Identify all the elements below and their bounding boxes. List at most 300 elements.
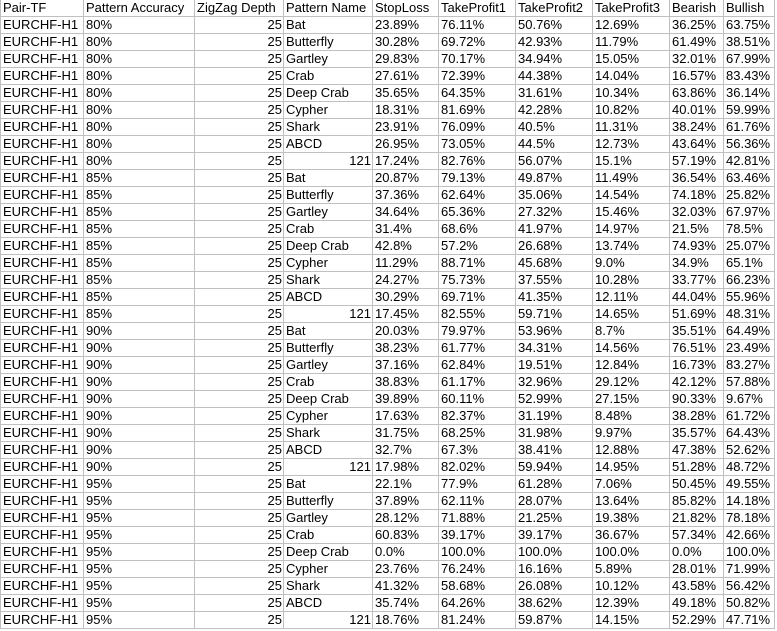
cell-takeprofit2[interactable]: 35.06% (516, 187, 593, 204)
cell-bearish[interactable]: 49.18% (670, 595, 724, 612)
cell-pattern-accuracy[interactable]: 90% (84, 340, 195, 357)
cell-pair-tf[interactable]: EURCHF-H1 (1, 221, 84, 238)
cell-bullish[interactable]: 78.5% (724, 221, 775, 238)
cell-bullish[interactable]: 64.49% (724, 323, 775, 340)
cell-pattern-name[interactable]: Deep Crab (284, 544, 373, 561)
cell-pattern-name[interactable]: Shark (284, 272, 373, 289)
cell-takeprofit1[interactable]: 62.11% (439, 493, 516, 510)
cell-takeprofit3[interactable]: 9.97% (593, 425, 670, 442)
cell-pattern-name[interactable]: Deep Crab (284, 85, 373, 102)
cell-pattern-accuracy[interactable]: 85% (84, 272, 195, 289)
cell-stoploss[interactable]: 32.7% (373, 442, 439, 459)
cell-bearish[interactable]: 61.49% (670, 34, 724, 51)
cell-takeprofit2[interactable]: 44.5% (516, 136, 593, 153)
cell-pattern-accuracy[interactable]: 85% (84, 170, 195, 187)
cell-stoploss[interactable]: 60.83% (373, 527, 439, 544)
cell-stoploss[interactable]: 17.45% (373, 306, 439, 323)
cell-takeprofit1[interactable]: 81.24% (439, 612, 516, 629)
cell-zigzag-depth[interactable]: 25 (195, 323, 284, 340)
cell-pair-tf[interactable]: EURCHF-H1 (1, 51, 84, 68)
cell-takeprofit2[interactable]: 34.94% (516, 51, 593, 68)
cell-takeprofit1[interactable]: 70.17% (439, 51, 516, 68)
cell-zigzag-depth[interactable]: 25 (195, 204, 284, 221)
cell-takeprofit3[interactable]: 14.15% (593, 612, 670, 629)
cell-takeprofit3[interactable]: 5.89% (593, 561, 670, 578)
cell-pattern-name[interactable]: Bat (284, 170, 373, 187)
cell-takeprofit2[interactable]: 50.76% (516, 17, 593, 34)
cell-takeprofit3[interactable]: 8.7% (593, 323, 670, 340)
cell-pattern-accuracy[interactable]: 85% (84, 289, 195, 306)
cell-pattern-accuracy[interactable]: 90% (84, 374, 195, 391)
cell-pattern-accuracy[interactable]: 95% (84, 578, 195, 595)
cell-zigzag-depth[interactable]: 25 (195, 255, 284, 272)
header-pattern-accuracy[interactable]: Pattern Accuracy (84, 0, 195, 17)
cell-pair-tf[interactable]: EURCHF-H1 (1, 561, 84, 578)
cell-takeprofit1[interactable]: 75.73% (439, 272, 516, 289)
cell-zigzag-depth[interactable]: 25 (195, 187, 284, 204)
cell-pattern-name[interactable]: ABCD (284, 289, 373, 306)
cell-takeprofit1[interactable]: 61.77% (439, 340, 516, 357)
cell-zigzag-depth[interactable]: 25 (195, 306, 284, 323)
cell-bullish[interactable]: 66.23% (724, 272, 775, 289)
cell-takeprofit1[interactable]: 67.3% (439, 442, 516, 459)
cell-zigzag-depth[interactable]: 25 (195, 476, 284, 493)
cell-pattern-name[interactable]: Butterfly (284, 34, 373, 51)
cell-takeprofit3[interactable]: 12.11% (593, 289, 670, 306)
cell-bullish[interactable]: 42.81% (724, 153, 775, 170)
header-zigzag-depth[interactable]: ZigZag Depth (195, 0, 284, 17)
cell-takeprofit1[interactable]: 72.39% (439, 68, 516, 85)
cell-takeprofit2[interactable]: 31.61% (516, 85, 593, 102)
cell-pattern-accuracy[interactable]: 85% (84, 238, 195, 255)
cell-zigzag-depth[interactable]: 25 (195, 102, 284, 119)
cell-takeprofit1[interactable]: 65.36% (439, 204, 516, 221)
cell-bearish[interactable]: 85.82% (670, 493, 724, 510)
cell-pattern-name[interactable]: Gartley (284, 357, 373, 374)
cell-takeprofit3[interactable]: 19.38% (593, 510, 670, 527)
cell-pattern-name[interactable]: Butterfly (284, 493, 373, 510)
cell-pattern-name[interactable]: ABCD (284, 136, 373, 153)
cell-bullish[interactable]: 59.99% (724, 102, 775, 119)
cell-stoploss[interactable]: 31.4% (373, 221, 439, 238)
cell-takeprofit2[interactable]: 56.07% (516, 153, 593, 170)
cell-pair-tf[interactable]: EURCHF-H1 (1, 578, 84, 595)
cell-bearish[interactable]: 32.03% (670, 204, 724, 221)
cell-pair-tf[interactable]: EURCHF-H1 (1, 34, 84, 51)
cell-takeprofit3[interactable]: 12.39% (593, 595, 670, 612)
cell-pattern-accuracy[interactable]: 90% (84, 442, 195, 459)
cell-takeprofit2[interactable]: 59.87% (516, 612, 593, 629)
cell-takeprofit1[interactable]: 100.0% (439, 544, 516, 561)
cell-pattern-name[interactable]: Cypher (284, 561, 373, 578)
cell-pattern-accuracy[interactable]: 80% (84, 102, 195, 119)
cell-bearish[interactable]: 35.51% (670, 323, 724, 340)
cell-takeprofit2[interactable]: 41.97% (516, 221, 593, 238)
cell-zigzag-depth[interactable]: 25 (195, 68, 284, 85)
cell-zigzag-depth[interactable]: 25 (195, 272, 284, 289)
cell-stoploss[interactable]: 23.89% (373, 17, 439, 34)
cell-takeprofit1[interactable]: 61.17% (439, 374, 516, 391)
cell-pair-tf[interactable]: EURCHF-H1 (1, 323, 84, 340)
cell-takeprofit1[interactable]: 82.76% (439, 153, 516, 170)
cell-pattern-accuracy[interactable]: 95% (84, 561, 195, 578)
cell-takeprofit1[interactable]: 73.05% (439, 136, 516, 153)
cell-bullish[interactable]: 83.27% (724, 357, 775, 374)
cell-takeprofit3[interactable]: 36.67% (593, 527, 670, 544)
cell-zigzag-depth[interactable]: 25 (195, 544, 284, 561)
cell-pattern-name[interactable]: Butterfly (284, 187, 373, 204)
cell-takeprofit2[interactable]: 26.08% (516, 578, 593, 595)
cell-pattern-accuracy[interactable]: 85% (84, 187, 195, 204)
cell-takeprofit2[interactable]: 52.99% (516, 391, 593, 408)
cell-pattern-name[interactable]: Crab (284, 68, 373, 85)
cell-zigzag-depth[interactable]: 25 (195, 17, 284, 34)
cell-stoploss[interactable]: 31.75% (373, 425, 439, 442)
cell-bearish[interactable]: 28.01% (670, 561, 724, 578)
cell-takeprofit2[interactable]: 38.41% (516, 442, 593, 459)
cell-bullish[interactable]: 56.36% (724, 136, 775, 153)
cell-pattern-name[interactable]: 121 (284, 153, 373, 170)
cell-pair-tf[interactable]: EURCHF-H1 (1, 272, 84, 289)
cell-zigzag-depth[interactable]: 25 (195, 51, 284, 68)
cell-zigzag-depth[interactable]: 25 (195, 119, 284, 136)
cell-takeprofit3[interactable]: 10.34% (593, 85, 670, 102)
cell-takeprofit2[interactable]: 42.28% (516, 102, 593, 119)
header-bullish[interactable]: Bullish (724, 0, 775, 17)
cell-takeprofit2[interactable]: 59.94% (516, 459, 593, 476)
cell-takeprofit2[interactable]: 59.71% (516, 306, 593, 323)
cell-takeprofit2[interactable]: 100.0% (516, 544, 593, 561)
cell-bullish[interactable]: 47.71% (724, 612, 775, 629)
cell-takeprofit2[interactable]: 39.17% (516, 527, 593, 544)
cell-takeprofit3[interactable]: 14.56% (593, 340, 670, 357)
cell-bullish[interactable]: 23.49% (724, 340, 775, 357)
cell-takeprofit1[interactable]: 58.68% (439, 578, 516, 595)
cell-takeprofit3[interactable]: 7.06% (593, 476, 670, 493)
cell-pair-tf[interactable]: EURCHF-H1 (1, 204, 84, 221)
cell-bullish[interactable]: 78.18% (724, 510, 775, 527)
cell-pattern-name[interactable]: Cypher (284, 408, 373, 425)
cell-pattern-accuracy[interactable]: 80% (84, 17, 195, 34)
cell-takeprofit2[interactable]: 26.68% (516, 238, 593, 255)
cell-bearish[interactable]: 38.24% (670, 119, 724, 136)
cell-pattern-accuracy[interactable]: 90% (84, 425, 195, 442)
cell-bearish[interactable]: 74.93% (670, 238, 724, 255)
cell-bullish[interactable]: 14.18% (724, 493, 775, 510)
cell-pattern-name[interactable]: Shark (284, 425, 373, 442)
cell-pair-tf[interactable]: EURCHF-H1 (1, 136, 84, 153)
cell-bearish[interactable]: 51.28% (670, 459, 724, 476)
cell-takeprofit3[interactable]: 13.74% (593, 238, 670, 255)
cell-zigzag-depth[interactable]: 25 (195, 510, 284, 527)
cell-zigzag-depth[interactable]: 25 (195, 561, 284, 578)
cell-stoploss[interactable]: 35.74% (373, 595, 439, 612)
cell-pair-tf[interactable]: EURCHF-H1 (1, 153, 84, 170)
cell-stoploss[interactable]: 0.0% (373, 544, 439, 561)
cell-bearish[interactable]: 51.69% (670, 306, 724, 323)
cell-pair-tf[interactable]: EURCHF-H1 (1, 340, 84, 357)
cell-pair-tf[interactable]: EURCHF-H1 (1, 459, 84, 476)
cell-bullish[interactable]: 56.42% (724, 578, 775, 595)
cell-stoploss[interactable]: 18.31% (373, 102, 439, 119)
cell-bearish[interactable]: 36.54% (670, 170, 724, 187)
cell-bearish[interactable]: 57.34% (670, 527, 724, 544)
cell-bearish[interactable]: 36.25% (670, 17, 724, 34)
cell-takeprofit1[interactable]: 62.84% (439, 357, 516, 374)
cell-pattern-name[interactable]: 121 (284, 306, 373, 323)
cell-bullish[interactable]: 67.97% (724, 204, 775, 221)
cell-takeprofit2[interactable]: 61.28% (516, 476, 593, 493)
cell-bullish[interactable]: 64.43% (724, 425, 775, 442)
cell-takeprofit3[interactable]: 8.48% (593, 408, 670, 425)
cell-pair-tf[interactable]: EURCHF-H1 (1, 170, 84, 187)
cell-takeprofit3[interactable]: 15.46% (593, 204, 670, 221)
cell-pattern-name[interactable]: Gartley (284, 204, 373, 221)
cell-pattern-accuracy[interactable]: 95% (84, 476, 195, 493)
cell-pair-tf[interactable]: EURCHF-H1 (1, 442, 84, 459)
cell-pair-tf[interactable]: EURCHF-H1 (1, 85, 84, 102)
cell-zigzag-depth[interactable]: 25 (195, 357, 284, 374)
cell-stoploss[interactable]: 37.16% (373, 357, 439, 374)
cell-stoploss[interactable]: 41.32% (373, 578, 439, 595)
cell-stoploss[interactable]: 11.29% (373, 255, 439, 272)
cell-takeprofit1[interactable]: 82.55% (439, 306, 516, 323)
cell-pattern-name[interactable]: Gartley (284, 510, 373, 527)
cell-pattern-name[interactable]: ABCD (284, 595, 373, 612)
cell-pattern-name[interactable]: ABCD (284, 442, 373, 459)
cell-bearish[interactable]: 33.77% (670, 272, 724, 289)
cell-pair-tf[interactable]: EURCHF-H1 (1, 187, 84, 204)
cell-pattern-name[interactable]: Shark (284, 119, 373, 136)
cell-pattern-accuracy[interactable]: 95% (84, 527, 195, 544)
cell-bearish[interactable]: 63.86% (670, 85, 724, 102)
cell-takeprofit3[interactable]: 27.15% (593, 391, 670, 408)
cell-pair-tf[interactable]: EURCHF-H1 (1, 102, 84, 119)
cell-takeprofit3[interactable]: 14.04% (593, 68, 670, 85)
cell-stoploss[interactable]: 38.23% (373, 340, 439, 357)
cell-zigzag-depth[interactable]: 25 (195, 34, 284, 51)
cell-takeprofit1[interactable]: 79.13% (439, 170, 516, 187)
cell-takeprofit2[interactable]: 19.51% (516, 357, 593, 374)
cell-stoploss[interactable]: 17.63% (373, 408, 439, 425)
cell-takeprofit2[interactable]: 38.62% (516, 595, 593, 612)
cell-stoploss[interactable]: 39.89% (373, 391, 439, 408)
cell-bearish[interactable]: 57.19% (670, 153, 724, 170)
cell-stoploss[interactable]: 37.36% (373, 187, 439, 204)
cell-pattern-accuracy[interactable]: 80% (84, 34, 195, 51)
cell-bullish[interactable]: 83.43% (724, 68, 775, 85)
cell-pair-tf[interactable]: EURCHF-H1 (1, 493, 84, 510)
cell-bullish[interactable]: 25.07% (724, 238, 775, 255)
cell-zigzag-depth[interactable]: 25 (195, 153, 284, 170)
cell-takeprofit3[interactable]: 14.54% (593, 187, 670, 204)
cell-stoploss[interactable]: 20.87% (373, 170, 439, 187)
cell-stoploss[interactable]: 29.83% (373, 51, 439, 68)
header-stoploss[interactable]: StopLoss (373, 0, 439, 17)
cell-pattern-name[interactable]: Cypher (284, 102, 373, 119)
cell-takeprofit3[interactable]: 10.12% (593, 578, 670, 595)
cell-takeprofit1[interactable]: 69.72% (439, 34, 516, 51)
cell-takeprofit2[interactable]: 37.55% (516, 272, 593, 289)
cell-bullish[interactable]: 48.72% (724, 459, 775, 476)
cell-bullish[interactable]: 63.75% (724, 17, 775, 34)
cell-pattern-accuracy[interactable]: 95% (84, 595, 195, 612)
cell-zigzag-depth[interactable]: 25 (195, 289, 284, 306)
cell-stoploss[interactable]: 20.03% (373, 323, 439, 340)
cell-zigzag-depth[interactable]: 25 (195, 391, 284, 408)
cell-takeprofit3[interactable]: 15.05% (593, 51, 670, 68)
cell-takeprofit1[interactable]: 64.35% (439, 85, 516, 102)
cell-zigzag-depth[interactable]: 25 (195, 459, 284, 476)
cell-pattern-name[interactable]: Crab (284, 374, 373, 391)
cell-stoploss[interactable]: 34.64% (373, 204, 439, 221)
cell-zigzag-depth[interactable]: 25 (195, 238, 284, 255)
cell-takeprofit1[interactable]: 76.11% (439, 17, 516, 34)
cell-bullish[interactable]: 9.67% (724, 391, 775, 408)
cell-bearish[interactable]: 43.58% (670, 578, 724, 595)
cell-pair-tf[interactable]: EURCHF-H1 (1, 527, 84, 544)
cell-pattern-accuracy[interactable]: 80% (84, 85, 195, 102)
cell-pair-tf[interactable]: EURCHF-H1 (1, 255, 84, 272)
cell-takeprofit1[interactable]: 76.09% (439, 119, 516, 136)
cell-takeprofit2[interactable]: 40.5% (516, 119, 593, 136)
cell-takeprofit3[interactable]: 29.12% (593, 374, 670, 391)
cell-stoploss[interactable]: 18.76% (373, 612, 439, 629)
cell-pair-tf[interactable]: EURCHF-H1 (1, 374, 84, 391)
cell-takeprofit1[interactable]: 68.6% (439, 221, 516, 238)
cell-zigzag-depth[interactable]: 25 (195, 408, 284, 425)
cell-bullish[interactable]: 61.72% (724, 408, 775, 425)
cell-takeprofit1[interactable]: 79.97% (439, 323, 516, 340)
cell-takeprofit2[interactable]: 28.07% (516, 493, 593, 510)
cell-stoploss[interactable]: 26.95% (373, 136, 439, 153)
cell-takeprofit2[interactable]: 21.25% (516, 510, 593, 527)
cell-takeprofit2[interactable]: 34.31% (516, 340, 593, 357)
cell-bullish[interactable]: 52.62% (724, 442, 775, 459)
cell-bearish[interactable]: 74.18% (670, 187, 724, 204)
cell-takeprofit2[interactable]: 31.19% (516, 408, 593, 425)
cell-stoploss[interactable]: 35.65% (373, 85, 439, 102)
cell-bullish[interactable]: 65.1% (724, 255, 775, 272)
cell-bullish[interactable]: 63.46% (724, 170, 775, 187)
cell-pattern-name[interactable]: Shark (284, 578, 373, 595)
cell-takeprofit3[interactable]: 11.79% (593, 34, 670, 51)
cell-pattern-name[interactable]: Deep Crab (284, 238, 373, 255)
cell-pattern-accuracy[interactable]: 95% (84, 544, 195, 561)
cell-zigzag-depth[interactable]: 25 (195, 527, 284, 544)
cell-pattern-accuracy[interactable]: 80% (84, 136, 195, 153)
cell-stoploss[interactable]: 23.91% (373, 119, 439, 136)
cell-bullish[interactable]: 50.82% (724, 595, 775, 612)
cell-takeprofit3[interactable]: 13.64% (593, 493, 670, 510)
cell-bearish[interactable]: 38.28% (670, 408, 724, 425)
cell-pattern-name[interactable]: Butterfly (284, 340, 373, 357)
cell-takeprofit3[interactable]: 100.0% (593, 544, 670, 561)
cell-takeprofit2[interactable]: 32.96% (516, 374, 593, 391)
cell-takeprofit1[interactable]: 68.25% (439, 425, 516, 442)
cell-takeprofit3[interactable]: 15.1% (593, 153, 670, 170)
cell-pair-tf[interactable]: EURCHF-H1 (1, 68, 84, 85)
cell-stoploss[interactable]: 37.89% (373, 493, 439, 510)
cell-pair-tf[interactable]: EURCHF-H1 (1, 544, 84, 561)
cell-bearish[interactable]: 47.38% (670, 442, 724, 459)
cell-bearish[interactable]: 16.57% (670, 68, 724, 85)
cell-bearish[interactable]: 32.01% (670, 51, 724, 68)
cell-takeprofit1[interactable]: 60.11% (439, 391, 516, 408)
cell-pair-tf[interactable]: EURCHF-H1 (1, 612, 84, 629)
cell-bearish[interactable]: 16.73% (670, 357, 724, 374)
cell-takeprofit3[interactable]: 14.95% (593, 459, 670, 476)
cell-pair-tf[interactable]: EURCHF-H1 (1, 357, 84, 374)
cell-zigzag-depth[interactable]: 25 (195, 425, 284, 442)
cell-zigzag-depth[interactable]: 25 (195, 221, 284, 238)
cell-stoploss[interactable]: 38.83% (373, 374, 439, 391)
cell-pair-tf[interactable]: EURCHF-H1 (1, 425, 84, 442)
cell-stoploss[interactable]: 23.76% (373, 561, 439, 578)
cell-bullish[interactable]: 42.66% (724, 527, 775, 544)
cell-zigzag-depth[interactable]: 25 (195, 136, 284, 153)
cell-takeprofit2[interactable]: 44.38% (516, 68, 593, 85)
cell-pair-tf[interactable]: EURCHF-H1 (1, 510, 84, 527)
cell-zigzag-depth[interactable]: 25 (195, 340, 284, 357)
cell-stoploss[interactable]: 27.61% (373, 68, 439, 85)
cell-stoploss[interactable]: 42.8% (373, 238, 439, 255)
cell-pattern-accuracy[interactable]: 80% (84, 119, 195, 136)
cell-bullish[interactable]: 38.51% (724, 34, 775, 51)
cell-pattern-name[interactable]: 121 (284, 612, 373, 629)
cell-pattern-accuracy[interactable]: 95% (84, 612, 195, 629)
cell-bearish[interactable]: 90.33% (670, 391, 724, 408)
cell-bearish[interactable]: 50.45% (670, 476, 724, 493)
cell-bearish[interactable]: 21.82% (670, 510, 724, 527)
cell-pattern-name[interactable]: Crab (284, 527, 373, 544)
cell-takeprofit1[interactable]: 64.26% (439, 595, 516, 612)
cell-stoploss[interactable]: 17.98% (373, 459, 439, 476)
cell-stoploss[interactable]: 17.24% (373, 153, 439, 170)
cell-bullish[interactable]: 25.82% (724, 187, 775, 204)
cell-takeprofit2[interactable]: 41.35% (516, 289, 593, 306)
cell-takeprofit3[interactable]: 9.0% (593, 255, 670, 272)
cell-takeprofit2[interactable]: 49.87% (516, 170, 593, 187)
cell-takeprofit3[interactable]: 10.28% (593, 272, 670, 289)
cell-bullish[interactable]: 67.99% (724, 51, 775, 68)
cell-pattern-accuracy[interactable]: 80% (84, 68, 195, 85)
cell-pattern-name[interactable]: Cypher (284, 255, 373, 272)
cell-bearish[interactable]: 21.5% (670, 221, 724, 238)
cell-takeprofit1[interactable]: 82.02% (439, 459, 516, 476)
cell-takeprofit2[interactable]: 27.32% (516, 204, 593, 221)
cell-pair-tf[interactable]: EURCHF-H1 (1, 595, 84, 612)
cell-takeprofit3[interactable]: 12.84% (593, 357, 670, 374)
cell-pair-tf[interactable]: EURCHF-H1 (1, 289, 84, 306)
header-takeprofit2[interactable]: TakeProfit2 (516, 0, 593, 17)
header-bearish[interactable]: Bearish (670, 0, 724, 17)
cell-pair-tf[interactable]: EURCHF-H1 (1, 408, 84, 425)
header-pattern-name[interactable]: Pattern Name (284, 0, 373, 17)
cell-pattern-accuracy[interactable]: 85% (84, 204, 195, 221)
cell-stoploss[interactable]: 24.27% (373, 272, 439, 289)
cell-takeprofit1[interactable]: 62.64% (439, 187, 516, 204)
cell-pattern-name[interactable]: Crab (284, 221, 373, 238)
cell-pair-tf[interactable]: EURCHF-H1 (1, 306, 84, 323)
cell-takeprofit3[interactable]: 10.82% (593, 102, 670, 119)
cell-stoploss[interactable]: 22.1% (373, 476, 439, 493)
cell-bearish[interactable]: 43.64% (670, 136, 724, 153)
cell-pair-tf[interactable]: EURCHF-H1 (1, 391, 84, 408)
cell-bearish[interactable]: 0.0% (670, 544, 724, 561)
cell-takeprofit2[interactable]: 31.98% (516, 425, 593, 442)
cell-bearish[interactable]: 34.9% (670, 255, 724, 272)
